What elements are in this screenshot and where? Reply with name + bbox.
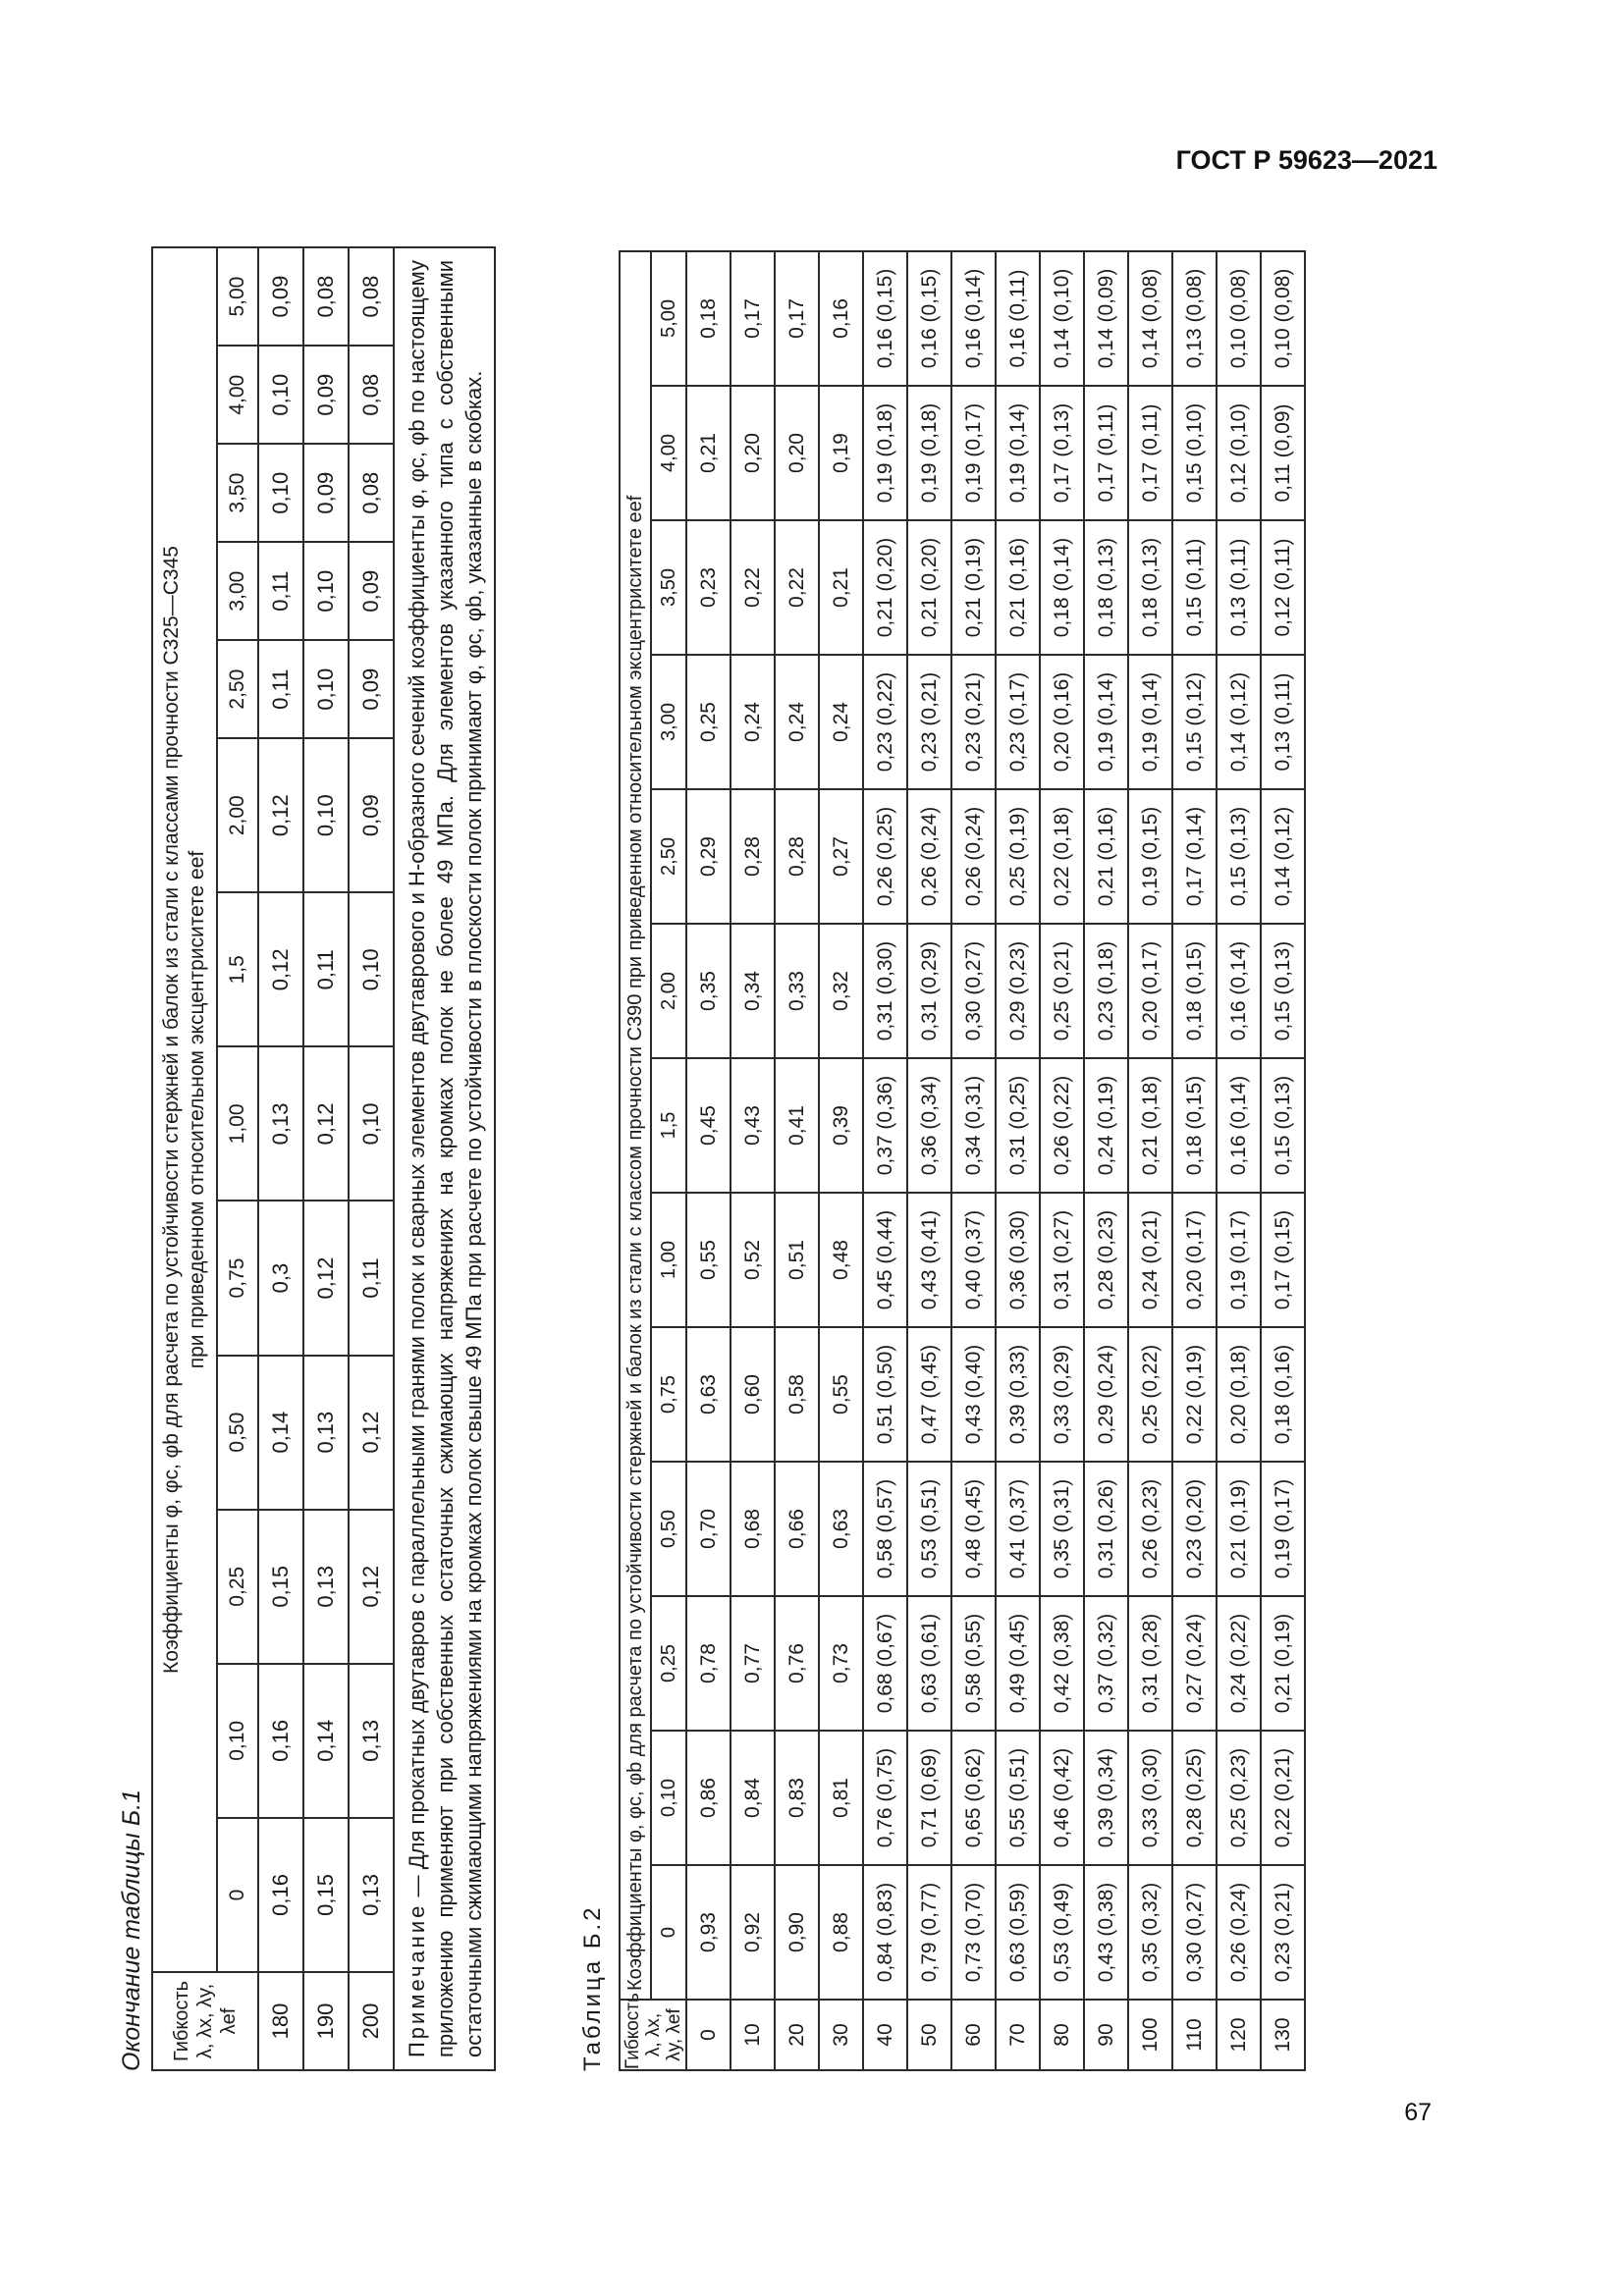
table-b1-note [395,248,494,2069]
note-text: — Для прокатных двутавров с параллельными гранями полок и сварных элементов двутаврового и Н-образного сечений коэффициенты φ, φc, φb по настоящему приложению применяют при собственных остаточных сжимающих напряжениях на кромках полок не более 49 МПа. Для элементов указанного типа с собственными остаточными сжимающими напряжениями на кромках полок свыше 49 МПа при расчете по устойчивости в плоскости полок принимают φ, φc, φb, указанные в скобках. [405,260,486,2057]
table-cell: 0,58 (0,55) [951,1596,996,1731]
table-cell: 0,25 (0,22) [1128,1327,1172,1462]
table-cell: 0,19 (0,14) [996,386,1040,520]
table-cell: 0,37 (0,32) [1084,1596,1128,1731]
table-cell: 0,92 [731,1865,775,2000]
table-cell: 0,32 [819,924,863,1058]
column-header: 2,00 [217,738,258,892]
table-cell: 0,15 [303,1818,349,1972]
table-cell: 0,08 [303,247,349,346]
table-cell: 0,48 (0,45) [951,1462,996,1596]
table-cell: 0,12 [303,1046,349,1201]
table-cell: 0,24 (0,21) [1128,1193,1172,1327]
table-cell: 0,35 [686,924,731,1058]
table-row [863,251,907,2070]
table-cell: 0,35 (0,32) [1128,1865,1172,2000]
table-cell: 0,16 (0,14) [1217,924,1261,1058]
table-row [349,247,394,2070]
table-cell: 0,27 (0,24) [1172,1596,1217,1731]
table-cell: 0,16 (0,11) [996,251,1040,386]
table-cell: 0,27 [819,789,863,924]
table-row [951,251,996,2070]
table-cell: 0,21 (0,18) [1128,1058,1172,1193]
table-cell: 0,22 (0,19) [1172,1327,1217,1462]
row-label: 190 [303,1972,349,2070]
row-label: 70 [996,2000,1040,2070]
table-cell: 0,10 [303,640,349,738]
table-cell: 0,13 (0,08) [1172,251,1217,386]
table-cell: 0,52 [731,1193,775,1327]
table-cell: 0,20 (0,17) [1128,924,1172,1058]
table-cell: 0,21 (0,16) [996,520,1040,655]
table-cell: 0,20 (0,17) [1172,1193,1217,1327]
table-cell: 0,15 (0,12) [1172,655,1217,789]
table-cell: 0,09 [349,542,394,640]
row-label: 180 [258,1972,303,2070]
table-cell: 0,10 [303,738,349,892]
table-cell: 0,26 (0,24) [951,789,996,924]
table-cell: 0,12 (0,10) [1217,386,1261,520]
table-cell: 0,23 (0,22) [863,655,907,789]
table-cell: 0,17 (0,14) [1172,789,1217,924]
table-cell: 0,58 (0,57) [863,1462,907,1596]
column-header: 3,50 [217,444,258,542]
table-cell: 0,29 (0,24) [1084,1327,1128,1462]
table-cell: 0,73 [819,1596,863,1731]
table-row [819,251,863,2070]
table-cell: 0,35 (0,31) [1040,1462,1084,1596]
table-row [1128,251,1172,2070]
table-cell: 0,23 (0,21) [951,655,996,789]
table-cell: 0,19 (0,15) [1128,789,1172,924]
table-cell: 0,65 (0,62) [951,1731,996,1865]
table-cell: 0,17 (0,15) [1261,1193,1305,1327]
table-cell: 0,16 (0,15) [907,251,951,386]
table-cell: 0,12 [258,892,303,1046]
table-cell: 0,14 (0,08) [1128,251,1172,386]
table-cell: 0,23 [686,520,731,655]
table-row [731,251,775,2070]
column-header: 0,10 [217,1664,258,1818]
table-cell: 0,19 (0,18) [863,386,907,520]
column-header: 3,00 [651,655,686,789]
table-cell: 0,31 (0,30) [863,924,907,1058]
table-cell: 0,21 (0,20) [863,520,907,655]
table-cell: 0,26 (0,24) [1217,1865,1261,2000]
table-cell: 0,21 [686,386,731,520]
table-cell: 0,79 (0,77) [907,1865,951,2000]
table-cell: 0,10 [258,346,303,444]
page-number: 67 [1404,2099,1432,2126]
table-cell: 0,16 [258,1818,303,1972]
table-row [907,251,951,2070]
table-cell: 0,19 (0,14) [1084,655,1128,789]
table-cell: 0,13 (0,11) [1217,520,1261,655]
table-cell: 0,39 (0,34) [1084,1731,1128,1865]
column-header: 2,00 [651,924,686,1058]
table-cell: 0,22 [731,520,775,655]
table-cell: 0,81 [819,1731,863,1865]
table-cell: 0,45 [686,1058,731,1193]
table-cell: 0,13 [349,1664,394,1818]
column-header: 1,5 [217,892,258,1046]
row-label: 200 [349,1972,394,2070]
column-header: 4,00 [217,346,258,444]
table-cell: 0,18 (0,13) [1084,520,1128,655]
table-cell: 0,26 (0,23) [1128,1462,1172,1596]
table-cell: 0,55 [819,1327,863,1462]
table-cell: 0,24 (0,22) [1217,1596,1261,1731]
table-row [1040,251,1084,2070]
table-cell: 0,68 [731,1462,775,1596]
table-cell: 0,86 [686,1731,731,1865]
table-cell: 0,13 [258,1046,303,1201]
table-cell: 0,12 [349,1356,394,1510]
table-cell: 0,12 (0,11) [1261,520,1305,655]
table-cell: 0,25 [686,655,731,789]
table-cell: 0,14 [258,1356,303,1510]
table-cell: 0,77 [731,1596,775,1731]
table-row [775,251,819,2070]
column-header: 1,5 [651,1058,686,1193]
table-cell: 0,83 [775,1731,819,1865]
table-cell: 0,28 [731,789,775,924]
table-b1-continuation-title: Окончание таблицы Б.1 [118,1789,145,2071]
table-cell: 0,25 (0,21) [1040,924,1084,1058]
column-header: 1,00 [217,1046,258,1201]
table-cell: 0,63 (0,59) [996,1865,1040,2000]
table-b2 [619,250,1306,2071]
table-cell: 0,18 (0,15) [1172,924,1217,1058]
table-row [303,247,349,2070]
table-cell: 0,15 (0,13) [1261,924,1305,1058]
table-cell: 0,11 (0,09) [1261,386,1305,520]
table-cell: 0,55 [686,1193,731,1327]
table-cell: 0,14 (0,09) [1084,251,1128,386]
table-cell: 0,09 [303,444,349,542]
table-cell: 0,63 [686,1327,731,1462]
table-cell: 0,13 (0,11) [1261,655,1305,789]
table-cell: 0,22 (0,18) [1040,789,1084,924]
rotated-content [118,231,1429,2071]
table-b1-block [151,246,496,2071]
table-cell: 0,88 [819,1865,863,2000]
table-cell: 0,20 (0,18) [1217,1327,1261,1462]
table-cell: 0,16 (0,14) [1217,1058,1261,1193]
table-cell: 0,21 (0,20) [907,520,951,655]
table-cell: 0,29 [686,789,731,924]
table-cell: 0,19 [819,386,863,520]
table-cell: 0,16 [819,251,863,386]
document-header: ГОСТ Р 59623—2021 [1175,145,1437,175]
table-cell: 0,16 [258,1664,303,1818]
table-cell: 0,16 (0,14) [951,251,996,386]
table-row [1172,251,1217,2070]
table-cell: 0,14 (0,10) [1040,251,1084,386]
table-cell: 0,63 [819,1462,863,1596]
caption-line-1: Коэффициенты φ, φc, φb для расчета по устойчивости стержней и балок из стали с классами прочности С325—С345 [160,546,183,1674]
table-cell: 0,31 (0,28) [1128,1596,1172,1731]
table-cell: 0,18 [686,251,731,386]
table-cell: 0,33 (0,29) [1040,1327,1084,1462]
table-cell: 0,10 [349,1046,394,1201]
table-cell: 0,73 (0,70) [951,1865,996,2000]
table-cell: 0,10 [303,542,349,640]
table-row [1084,251,1128,2070]
table-cell: 0,31 (0,25) [996,1058,1040,1193]
table-cell: 0,84 (0,83) [863,1865,907,2000]
table-cell: 0,41 [775,1058,819,1193]
table-cell: 0,39 (0,33) [996,1327,1040,1462]
table-cell: 0,15 [258,1510,303,1664]
note-lead: Примечание [405,1902,429,2057]
table-cell: 0,3 [258,1201,303,1355]
table-cell: 0,24 (0,19) [1084,1058,1128,1193]
table-cell: 0,28 [775,789,819,924]
table-cell: 0,93 [686,1865,731,2000]
row-label: 0 [686,2000,731,2070]
table-cell: 0,34 [731,924,775,1058]
table-cell: 0,31 (0,27) [1040,1193,1084,1327]
table-cell: 0,25 (0,19) [996,789,1040,924]
table-cell: 0,24 [775,655,819,789]
table-cell: 0,15 (0,11) [1172,520,1217,655]
table-cell: 0,40 (0,37) [951,1193,996,1327]
row-label: 110 [1172,2000,1217,2070]
table-cell: 0,20 (0,16) [1040,655,1084,789]
table-cell: 0,47 (0,45) [907,1327,951,1462]
table-cell: 0,60 [731,1327,775,1462]
table-cell: 0,29 (0,23) [996,924,1040,1058]
table-cell: 0,49 (0,45) [996,1596,1040,1731]
table-cell: 0,33 [775,924,819,1058]
table-cell: 0,19 (0,14) [1128,655,1172,789]
table-cell: 0,31 (0,29) [907,924,951,1058]
table-cell: 0,17 [775,251,819,386]
table-cell: 0,21 [819,520,863,655]
table-cell: 0,37 (0,36) [863,1058,907,1193]
table-cell: 0,09 [349,640,394,738]
column-header: 0,25 [651,1596,686,1731]
table-cell: 0,21 (0,19) [951,520,996,655]
table-cell: 0,09 [303,346,349,444]
table-cell: 0,34 (0,31) [951,1058,996,1193]
table-cell: 0,20 [731,386,775,520]
table-cell: 0,14 [303,1664,349,1818]
column-header: 0,10 [651,1731,686,1865]
table-cell: 0,08 [349,247,394,346]
table-cell: 0,21 (0,16) [1084,789,1128,924]
table-cell: 0,23 (0,20) [1172,1462,1217,1596]
table-cell: 0,30 (0,27) [951,924,996,1058]
table-cell: 0,08 [349,444,394,542]
table-cell: 0,08 [349,346,394,444]
caption-line-2: при приведенном относительном эксцентриситете eef [186,850,208,1369]
table-cell: 0,24 [819,655,863,789]
table-cell: 0,09 [349,738,394,892]
table-cell: 0,18 (0,14) [1040,520,1084,655]
table-cell: 0,68 (0,67) [863,1596,907,1731]
table-cell: 0,51 (0,50) [863,1327,907,1462]
row-label: 80 [1040,2000,1084,2070]
column-header: 0 [651,1865,686,2000]
row-label: 20 [775,2000,819,2070]
column-header: 2,50 [217,640,258,738]
table-cell: 0,48 [819,1193,863,1327]
table-cell: 0,71 (0,69) [907,1731,951,1865]
table-cell: 0,22 (0,21) [1261,1731,1305,1865]
table-cell: 0,13 [349,1818,394,1972]
table-cell: 0,15 (0,13) [1217,789,1261,924]
table-b1-caption [152,247,217,1972]
row-label: 100 [1128,2000,1172,2070]
row-label: 90 [1084,2000,1128,2070]
table-cell: 0,17 (0,11) [1084,386,1128,520]
column-header: 0,50 [217,1356,258,1510]
table-cell: 0,15 (0,13) [1261,1058,1305,1193]
table-cell: 0,51 [775,1193,819,1327]
table-cell: 0,78 [686,1596,731,1731]
table-cell: 0,39 [819,1058,863,1193]
table-cell: 0,63 (0,61) [907,1596,951,1731]
gibkost-header: Гибкость λ, λx, λy, λef [152,1972,258,2070]
table-cell: 0,46 (0,42) [1040,1731,1084,1865]
table-cell: 0,45 (0,44) [863,1193,907,1327]
table-cell: 0,42 (0,38) [1040,1596,1084,1731]
table-cell: 0,19 (0,17) [1217,1193,1261,1327]
table-cell: 0,17 (0,13) [1040,386,1084,520]
table-cell: 0,76 [775,1596,819,1731]
table-cell: 0,16 (0,15) [863,251,907,386]
table-cell: 0,20 [775,386,819,520]
table-b1 [151,246,395,2071]
table-cell: 0,23 (0,21) [1261,1865,1305,2000]
table-cell: 0,11 [349,1201,394,1355]
table-cell: 0,23 (0,18) [1084,924,1128,1058]
column-header: 0 [217,1818,258,1972]
row-label: 50 [907,2000,951,2070]
table-cell: 0,23 (0,21) [907,655,951,789]
table-cell: 0,15 (0,10) [1172,386,1217,520]
table-cell: 0,19 (0,18) [907,386,951,520]
table-cell: 0,76 (0,75) [863,1731,907,1865]
row-label: 120 [1217,2000,1261,2070]
table-cell: 0,70 [686,1462,731,1596]
table-cell: 0,30 (0,27) [1172,1865,1217,2000]
row-label: 10 [731,2000,775,2070]
table-cell: 0,18 (0,13) [1128,520,1172,655]
table-row [1261,251,1305,2070]
table-cell: 0,26 (0,22) [1040,1058,1084,1193]
table-cell: 0,43 (0,38) [1084,1865,1128,2000]
table-cell: 0,17 (0,11) [1128,386,1172,520]
column-header: 0,25 [217,1510,258,1664]
table-cell: 0,90 [775,1865,819,2000]
table-cell: 0,26 (0,24) [907,789,951,924]
column-header: 0,75 [217,1201,258,1355]
column-header: 3,00 [217,542,258,640]
table-cell: 0,17 [731,251,775,386]
row-label: 130 [1261,2000,1305,2070]
table-row [258,247,303,2070]
table-cell: 0,84 [731,1731,775,1865]
table-cell: 0,19 (0,17) [1261,1462,1305,1596]
column-header: 5,00 [217,247,258,346]
table-row [686,251,731,2070]
table-cell: 0,33 (0,30) [1128,1731,1172,1865]
table-cell: 0,10 (0,08) [1261,251,1305,386]
column-header: 0,75 [651,1327,686,1462]
table-cell: 0,12 [258,738,303,892]
gibkost-header: Гибкость λ, λx, λy, λef [620,2000,686,2070]
table-cell: 0,41 (0,37) [996,1462,1040,1596]
table-row [996,251,1040,2070]
table-cell: 0,10 [258,444,303,542]
table-cell: 0,66 [775,1462,819,1596]
table-b2-caption: Коэффициенты φ, φc, φb для расчета по устойчивости стержней и балок из стали с классом прочности С390 при приведенном относительном эксцентриситете eef [620,251,651,2000]
row-label: 60 [951,2000,996,2070]
column-header: 1,00 [651,1193,686,1327]
table-cell: 0,10 (0,08) [1217,251,1261,386]
table-cell: 0,28 (0,23) [1084,1193,1128,1327]
table-cell: 0,53 (0,49) [1040,1865,1084,2000]
table-cell: 0,11 [258,542,303,640]
table-cell: 0,14 (0,12) [1261,789,1305,924]
column-header: 2,50 [651,789,686,924]
table-cell: 0,28 (0,25) [1172,1731,1217,1865]
table-cell: 0,26 (0,25) [863,789,907,924]
table-cell: 0,55 (0,51) [996,1731,1040,1865]
table-cell: 0,22 [775,520,819,655]
table-cell: 0,31 (0,26) [1084,1462,1128,1596]
table-cell: 0,19 (0,17) [951,386,996,520]
table-cell: 0,53 (0,51) [907,1462,951,1596]
table-cell: 0,23 (0,17) [996,655,1040,789]
table-cell: 0,10 [349,892,394,1046]
column-header: 5,00 [651,251,686,386]
table-cell: 0,09 [258,247,303,346]
table-cell: 0,14 (0,12) [1217,655,1261,789]
table-cell: 0,12 [349,1510,394,1664]
table-cell: 0,13 [303,1356,349,1510]
table-cell: 0,11 [258,640,303,738]
table-cell: 0,43 [731,1058,775,1193]
table-cell: 0,21 (0,19) [1261,1596,1305,1731]
table-cell: 0,12 [303,1201,349,1355]
table-cell: 0,24 [731,655,775,789]
table-cell: 0,18 (0,16) [1261,1327,1305,1462]
table-cell: 0,18 (0,15) [1172,1058,1217,1193]
column-header: 0,50 [651,1462,686,1596]
table-cell: 0,36 (0,30) [996,1193,1040,1327]
table-row [1217,251,1261,2070]
table-cell: 0,25 (0,23) [1217,1731,1261,1865]
row-label: 30 [819,2000,863,2070]
table-b2-title: Таблица Б.2 [579,1904,606,2071]
table-cell: 0,21 (0,19) [1217,1462,1261,1596]
table-cell: 0,13 [303,1510,349,1664]
column-header: 3,50 [651,520,686,655]
table-cell: 0,36 (0,34) [907,1058,951,1193]
table-cell: 0,11 [303,892,349,1046]
table-cell: 0,58 [775,1327,819,1462]
column-header: 4,00 [651,386,686,520]
table-cell: 0,43 (0,40) [951,1327,996,1462]
row-label: 40 [863,2000,907,2070]
table-cell: 0,43 (0,41) [907,1193,951,1327]
